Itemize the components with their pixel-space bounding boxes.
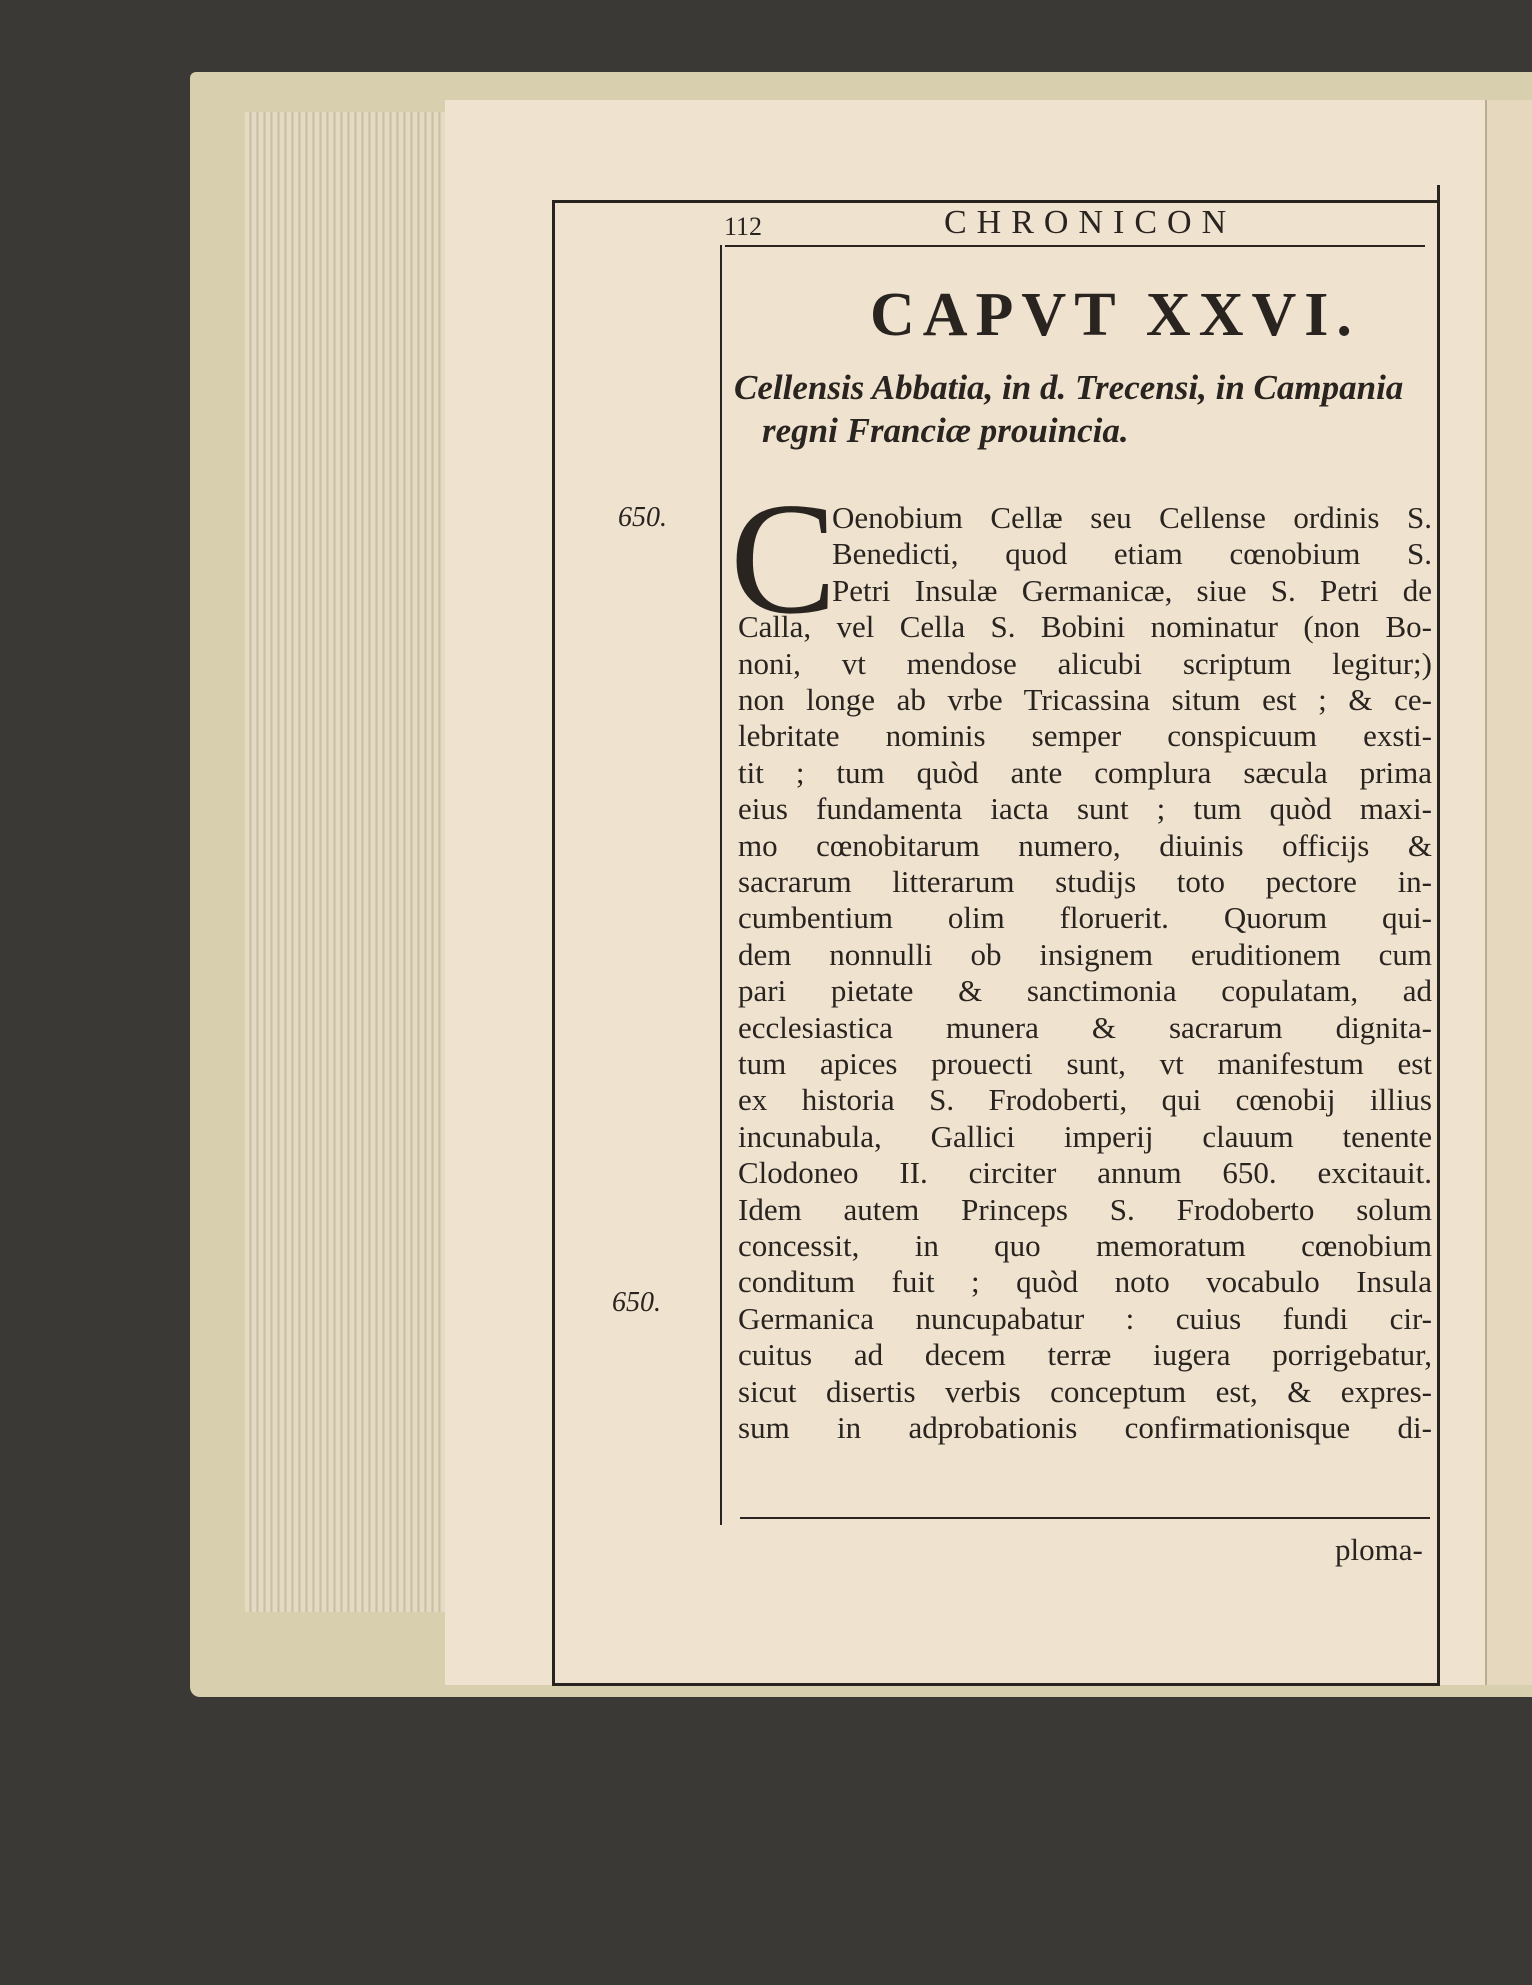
footer-rule: [740, 1517, 1430, 1519]
text-line: Clodoneo II. circiter annum 650. excitauit.: [738, 1155, 1432, 1191]
text-line: noni, vt mendose alicubi scriptum legitur;): [738, 645, 1432, 681]
text-line: concessit, in quo memoratum cœnobium: [738, 1228, 1432, 1263]
chapter-subtitle-line: Cellensis Abbatia, in d. Trecensi, in Campania: [734, 368, 1404, 407]
text-line: mo cœnobitarum numero, diuinis officijs &: [738, 827, 1432, 863]
text-line: incunabula, Gallici imperij clauum tenente: [738, 1118, 1432, 1154]
frame-rule-right: [1437, 185, 1440, 1685]
text-line: Calla, vel Cella S. Bobini nominatur (non Bo-: [738, 609, 1432, 645]
page-number: 112: [724, 212, 763, 241]
frame-rule-top: [552, 200, 1440, 203]
page-edges: [245, 112, 445, 1612]
text-line: Benedicti, quod etiam cœnobium S.: [832, 536, 1432, 572]
text-line: sacrarum litterarum studijs toto pectore in-: [738, 864, 1432, 899]
text-line: Petri Insulæ Germanicæ, siue S. Petri de: [832, 572, 1432, 608]
text-line: cuitus ad decem terræ iugera porrigebatur,: [738, 1337, 1432, 1373]
frame-rule-bottom: [552, 1683, 1440, 1686]
text-line: pari pietate & sanctimonia copulatam, ad: [738, 973, 1432, 1009]
text-line: Oenobium Cellæ seu Cellense ordinis S.: [832, 500, 1432, 535]
running-title: CHRONICON: [944, 204, 1237, 241]
margin-year: 650.: [612, 1287, 661, 1318]
margin-year: 650.: [618, 502, 667, 533]
drop-cap: C: [730, 469, 837, 647]
text-line: Germanica nuncupabatur : cuius fundi cir-: [738, 1300, 1432, 1336]
text-line: conditum fuit ; quòd noto vocabulo Insula: [738, 1264, 1432, 1300]
chapter-title: CAPVT XXVI.: [870, 281, 1360, 349]
text-line: Idem autem Princeps S. Frodoberto solum: [738, 1191, 1432, 1227]
text-line: tum apices prouecti sunt, vt manifestum est: [738, 1046, 1432, 1081]
margin-column-rule: [720, 245, 722, 1525]
text-line: dem nonnulli ob insignem eruditionem cum: [738, 936, 1432, 972]
text-line: sicut disertis verbis conceptum est, & expres-: [738, 1373, 1432, 1409]
text-line: non longe ab vrbe Tricassina situm est ; & ce-: [738, 682, 1432, 717]
text-line: cumbentium olim floruerit. Quorum qui-: [738, 900, 1432, 936]
header-rule: [725, 245, 1425, 247]
catchword: ploma-: [1335, 1532, 1423, 1567]
text-line: ecclesiastica munera & sacrarum dignita-: [738, 1009, 1432, 1045]
text-line: ex historia S. Frodoberti, qui cœnobij illius: [738, 1082, 1432, 1118]
text-line: sum in adprobationis confirmationisque di-: [738, 1410, 1432, 1445]
text-line: tit ; tum quòd ante complura sæcula prima: [738, 754, 1432, 790]
text-line: eius fundamenta iacta sunt ; tum quòd maxi-: [738, 791, 1432, 827]
facing-page-edge: [1485, 100, 1532, 1685]
frame-rule-left: [552, 200, 555, 1685]
text-line: lebritate nominis semper conspicuum exsti-: [738, 718, 1432, 754]
chapter-subtitle-line: regni Franciæ prouincia.: [762, 411, 1129, 450]
